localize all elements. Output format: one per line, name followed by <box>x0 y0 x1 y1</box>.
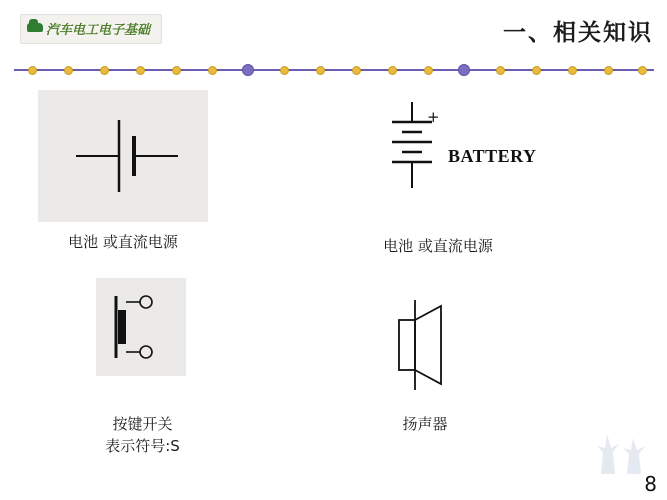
corner-decoration <box>581 416 661 476</box>
figure-caption-line1: 按键开关 <box>112 415 173 433</box>
course-logo <box>20 14 162 44</box>
divider-bead <box>638 66 647 75</box>
divider-bead <box>568 66 577 75</box>
polarity-plus-label: + <box>427 108 440 126</box>
divider-bead <box>28 66 37 75</box>
divider-bead <box>352 66 361 75</box>
divider <box>14 64 654 76</box>
figure-caption: 电池 或直流电源 <box>68 233 178 251</box>
divider-bead <box>100 66 109 75</box>
figure-battery-box <box>38 90 208 222</box>
divider-bead <box>496 66 505 75</box>
loudspeaker-symbol <box>385 298 465 392</box>
divider-bead-accent <box>458 64 470 76</box>
page-title: 一、相关知识 <box>503 20 653 46</box>
figure-caption <box>60 414 225 458</box>
car-icon <box>27 23 43 32</box>
divider-bead <box>424 66 433 75</box>
divider-bead <box>136 66 145 75</box>
battery-cell-symbol <box>38 90 208 222</box>
divider-bead <box>280 66 289 75</box>
page-number: 8 <box>644 472 657 496</box>
battery-text-label: BATTERY <box>448 146 537 166</box>
figure-caption: 电池 或直流电源 <box>383 237 493 255</box>
logo-label: 汽车电工电子基础 <box>46 23 151 38</box>
divider-bead <box>64 66 73 75</box>
divider-bead <box>172 66 181 75</box>
figure-caption: 扬声器 <box>402 415 448 433</box>
divider-bead <box>208 66 217 75</box>
divider-line <box>14 69 654 71</box>
divider-bead-accent <box>242 64 254 76</box>
divider-bead <box>532 66 541 75</box>
divider-bead <box>388 66 397 75</box>
figure-caption-line2: 表示符号:S <box>105 436 180 455</box>
push-button-switch-symbol <box>96 278 186 376</box>
figure-switch-box <box>96 278 186 376</box>
divider-bead <box>316 66 325 75</box>
divider-bead <box>604 66 613 75</box>
